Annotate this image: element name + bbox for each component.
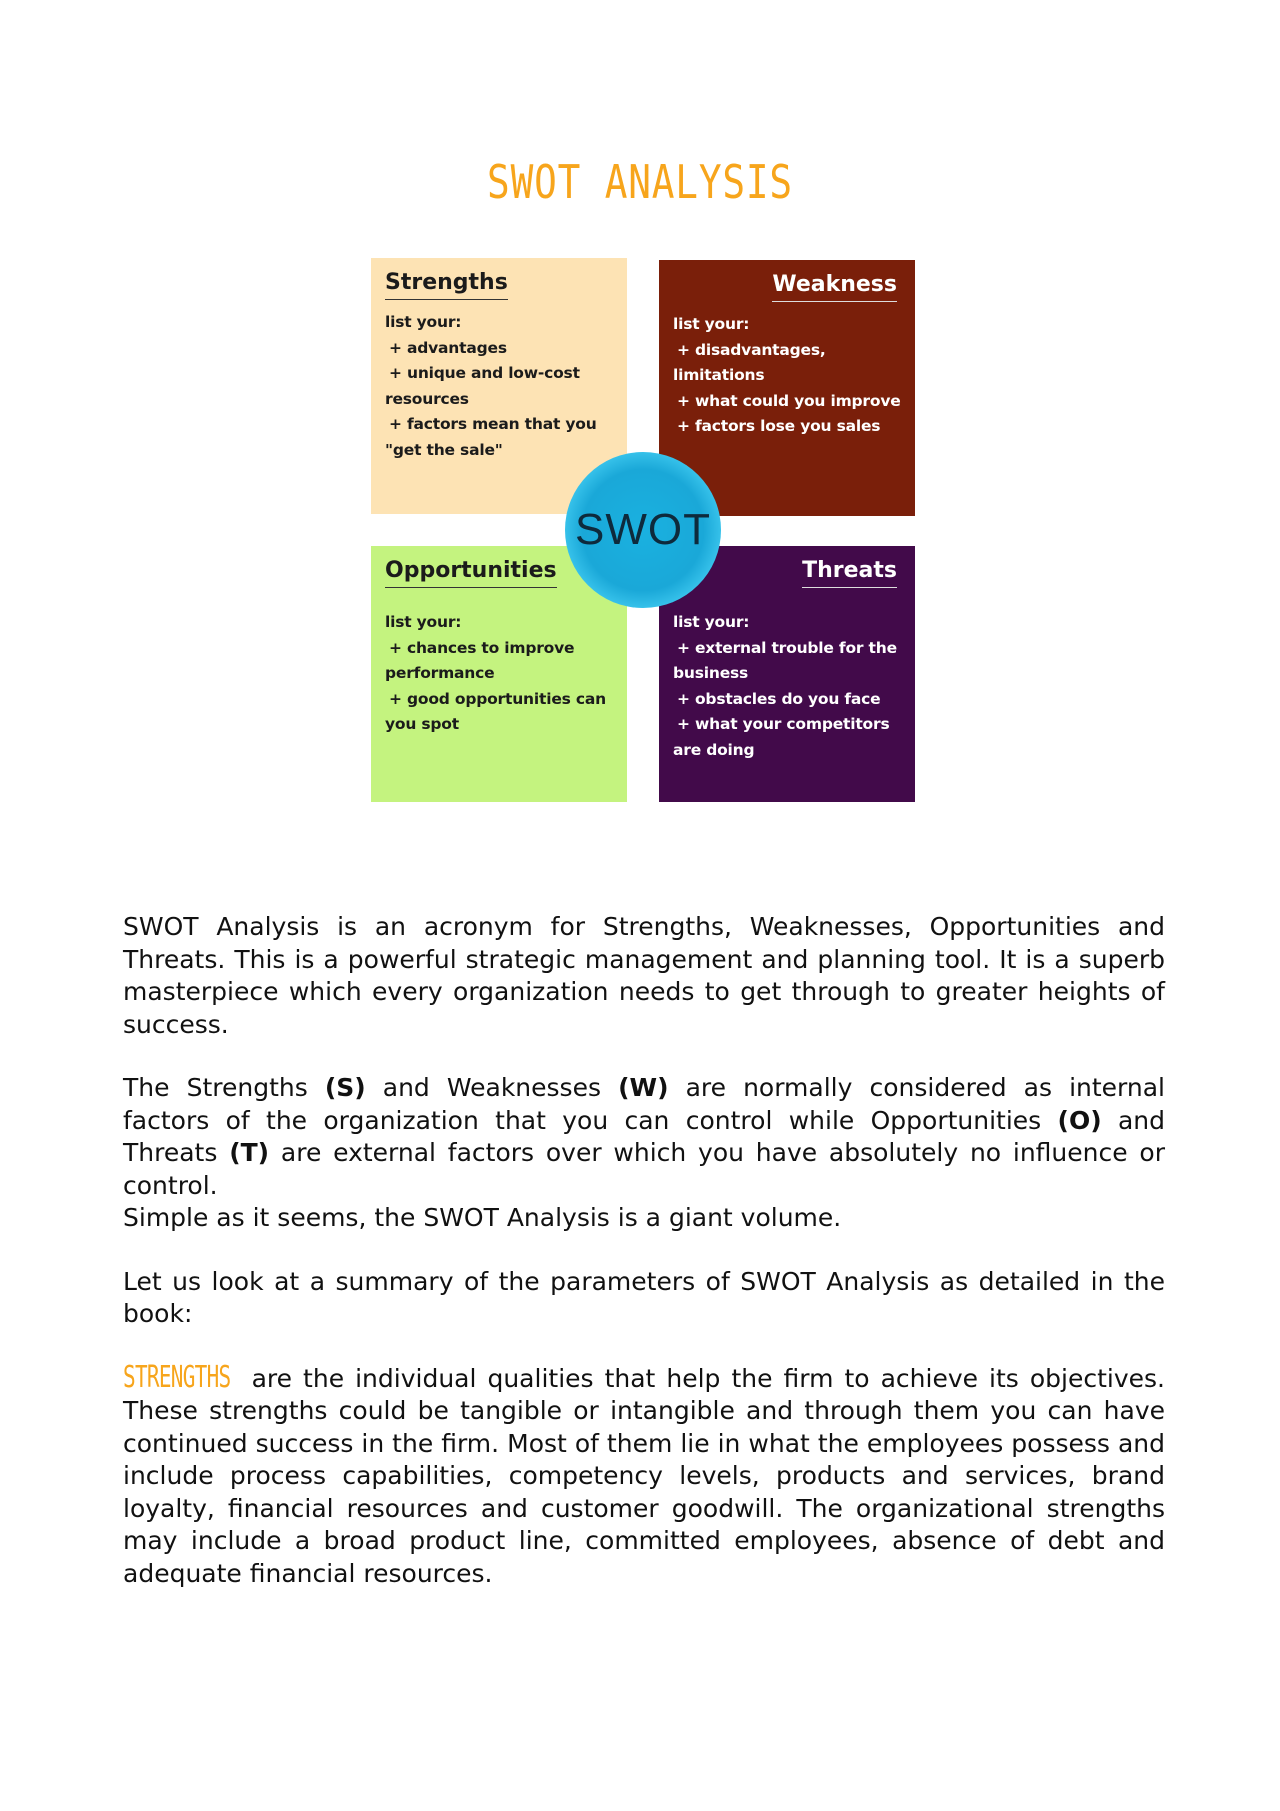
page-title: SWOT ANALYSIS xyxy=(487,155,793,209)
weakness-line: + disadvantages, xyxy=(677,340,826,359)
strengths-line: "get the sale" xyxy=(385,440,503,459)
strengths-line: + factors mean that you xyxy=(389,415,597,433)
swot-center-circle xyxy=(565,452,721,608)
body-text xyxy=(123,911,1165,1590)
strengths-line: resources xyxy=(385,389,469,408)
weakness-line: limitations xyxy=(673,366,765,384)
paragraph-factors xyxy=(123,1072,1165,1202)
opportunities-heading: Opportunities xyxy=(385,558,557,588)
opportunities-line: + chances to improve xyxy=(389,638,575,657)
strengths-line: list your: xyxy=(385,313,462,331)
paragraph-strengths xyxy=(123,1359,1165,1591)
label-s: (S) xyxy=(324,1073,366,1102)
label-o: (O) xyxy=(1057,1105,1102,1135)
threats-line: + obstacles do you face xyxy=(677,689,881,708)
swot-diagram xyxy=(371,258,915,801)
label-t: (T) xyxy=(229,1138,270,1167)
swot-center-label: SWOT xyxy=(575,505,711,554)
text-span: and Threats xyxy=(123,1105,1165,1167)
paragraph-summary: Let us look at a summary of the parameters of SWOT Analysis as detailed in the book: xyxy=(123,1266,1165,1328)
opportunities-line: you spot xyxy=(385,715,459,733)
strengths-line: + unique and low-cost xyxy=(389,364,580,382)
weakness-heading: Weakness xyxy=(772,272,897,302)
text-span: The Strengths xyxy=(123,1073,325,1102)
paragraph-simple: Simple as it seems, the SWOT Analysis is a giant volume. xyxy=(123,1203,842,1232)
opportunities-line: list your: xyxy=(385,613,462,631)
opportunities-line: performance xyxy=(385,664,495,682)
threats-heading: Threats xyxy=(802,558,897,588)
strengths-accent-label: STRENGTHS xyxy=(123,1359,231,1395)
text-span: are normally considered as internal factors of the organization that you can control while Opportunities xyxy=(123,1073,1165,1135)
threats-line: are doing xyxy=(673,740,755,759)
threats-line: + external trouble for the xyxy=(677,638,897,657)
opportunities-line: + good opportunities can xyxy=(389,689,606,708)
strengths-heading: Strengths xyxy=(385,270,508,300)
text-span: and Weaknesses xyxy=(365,1073,619,1102)
label-w: (W) xyxy=(618,1073,669,1102)
threats-line: + what your competitors xyxy=(677,715,890,733)
weakness-line: + what could you improve xyxy=(677,391,901,410)
text-span: are the individual qualities that help the firm to achieve its objectives. These strengths could be tangible or intangible and through them you can have continued success in the firm. Most of them lie in what the employees possess and include process capabilities, competency levels, products and services, brand loyalty, financial resources and customer goodwill. The organizational strengths may include a broad product line, committed employees, absence of debt and adequate financial resources. xyxy=(123,1363,1165,1588)
weakness-line: list your: xyxy=(673,315,750,333)
text-span: are external factors over which you have absolutely no influence or control. xyxy=(123,1138,1165,1200)
threats-line: business xyxy=(673,664,749,682)
paragraph-intro: SWOT Analysis is an acronym for Strengths, Weaknesses, Opportunities and Threats. This is a powerful strategic management and planning tool. It is a superb masterpiece which every organization needs to get through to greater heights of success. xyxy=(123,912,1165,1039)
threats-line: list your: xyxy=(673,613,750,631)
strengths-line: + advantages xyxy=(389,338,507,357)
weakness-line: + factors lose you sales xyxy=(677,417,881,435)
